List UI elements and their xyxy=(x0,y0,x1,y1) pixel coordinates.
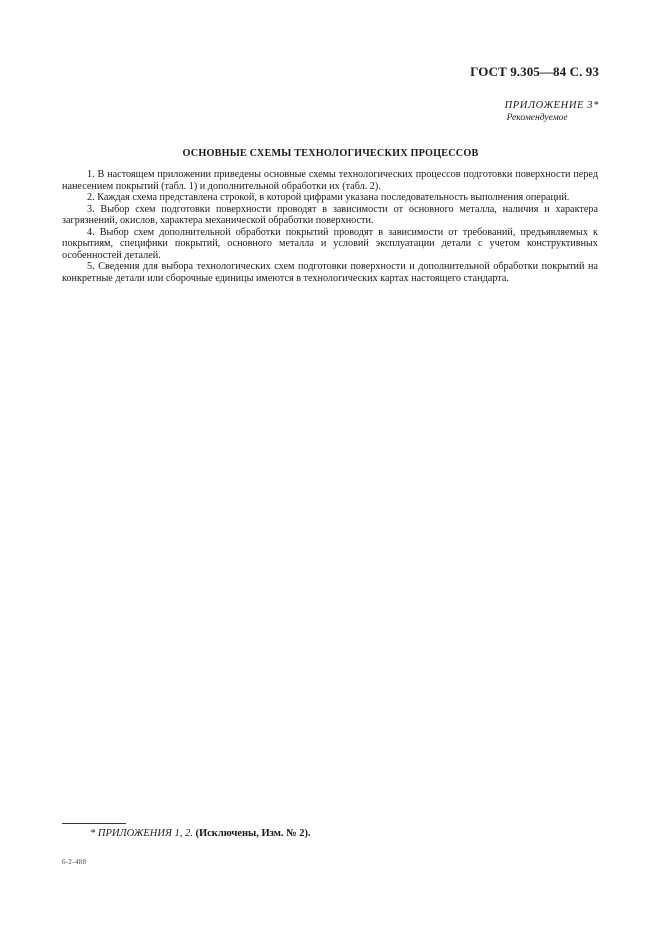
paragraph-5: 5. Сведения для выбора технологических схем подготовки поверхности и дополнительной обработки покрытий на конкретные детали или сборочные единицы имеются в технологических картах настоящего стандарта. xyxy=(62,261,598,284)
footnote xyxy=(90,828,311,839)
document-body xyxy=(62,169,598,284)
footnote-reference: * ПРИЛОЖЕНИЯ 1, 2. xyxy=(90,828,193,839)
standard-page-header: ГОСТ 9.305—84 С. 93 xyxy=(470,64,599,79)
footnote-note: (Исключены, Изм. № 2). xyxy=(195,828,311,839)
print-code: 6-2-488 xyxy=(62,858,87,866)
footnote-divider xyxy=(62,823,126,824)
paragraph-4: 4. Выбор схем дополнительной обработки покрытий проводят в зависимости от требований, предъявляемых к покрытиям, специфики покрытий, основного металла и условий эксплуатации детали с учетом конструктивных особенностей деталей. xyxy=(62,226,598,261)
appendix-block xyxy=(505,99,599,125)
paragraph-3: 3. Выбор схем подготовки поверхности проводят в зависимости от основного металла, наличия и характера загрязнений, окислов, характера механической обработки поверхности. xyxy=(62,203,598,226)
document-title: ОСНОВНЫЕ СХЕМЫ ТЕХНОЛОГИЧЕСКИХ ПРОЦЕССОВ xyxy=(182,148,479,159)
paragraph-2: 2. Каждая схема представлена строкой, в которой цифрами указана последовательность выполнения операций. xyxy=(87,192,570,203)
appendix-label: ПРИЛОЖЕНИЕ 3* xyxy=(504,100,599,111)
appendix-status: Рекомендуемое xyxy=(506,113,568,123)
paragraph-1: 1. В настоящем приложении приведены основные схемы технологических процессов подготовки поверхности перед нанесением покрытий (табл. 1) и дополнительной обработки их (табл. 2). xyxy=(62,169,598,192)
